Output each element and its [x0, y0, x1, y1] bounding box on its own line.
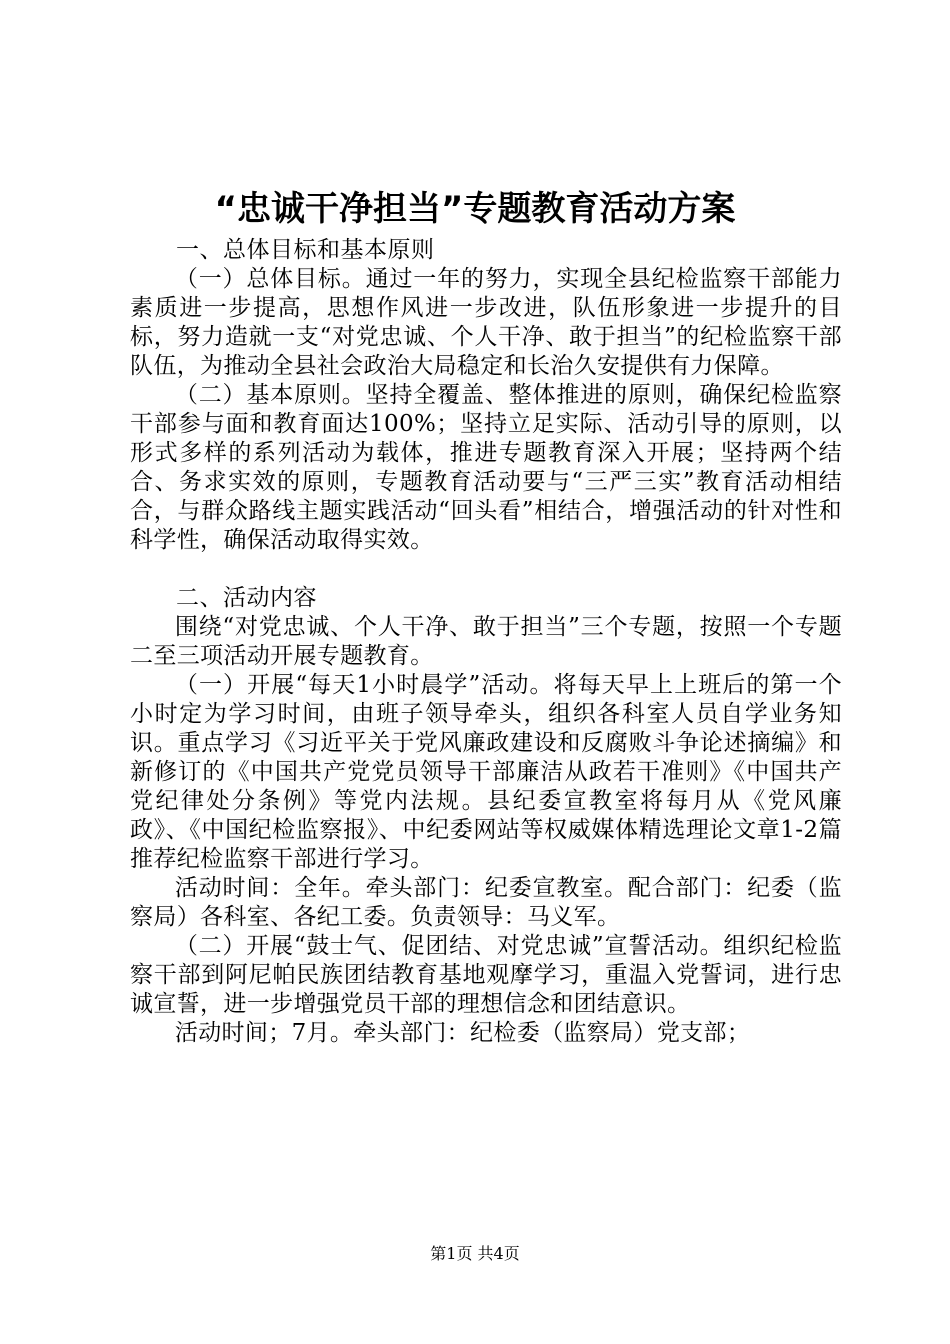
paragraph-oath-schedule: 活动时间；7月。牵头部门：纪检委（监察局）党支部； [174, 1020, 751, 1046]
paragraph-morning-study-schedule: 活动时间：全年。牵头部门：纪委宣教室。配合部门：纪委（监察局）各科室、各纪工委。负责领导：马义军。 [130, 875, 842, 930]
section-heading-1: 一、总体目标和基本原则 [176, 237, 435, 263]
document-body [130, 236, 842, 1048]
page-footer: 第1页 共4页 [430, 1244, 520, 1263]
document-title: “忠诚干净担当”专题教育活动方案 [214, 189, 736, 229]
paragraph-activity-intro: 围绕“对党忠诚、个人干净、敢于担当”三个专题，按照一个专题二至三项活动开展专题教育。 [130, 614, 842, 669]
section-heading-2: 二、活动内容 [176, 585, 317, 611]
paragraph-morning-study: （一）开展“每天1小时晨学”活动。将每天早上上班后的第一个小时定为学习时间，由班子领导牵头，组织各科室人员自学业务知识。重点学习《习近平关于党风廉政建设和反腐败斗争论述摘编》和新修订的《中国共产党党员领导干部廉洁从政若干准则》《中国共产党纪律处分条例》等党内法规。县纪委宣教室将每月从《党风廉政》、《中国纪检监察报》、中纪委网站等权威媒体精选理论文章1-2篇推荐纪检监察干部进行学习。 [130, 672, 842, 872]
paragraph-basic-principles: （二）基本原则。坚持全覆盖、整体推进的原则，确保纪检监察干部参与面和教育面达100%；坚持立足实际、活动引导的原则，以形式多样的系列活动为载体，推进专题教育深入开展；坚持两个结合、务求实效的原则，专题教育活动要与“三严三实”教育活动相结合，与群众路线主题实践活动“回头看”相结合，增强活动的针对性和科学性，确保活动取得实效。 [130, 382, 842, 553]
paragraph-overall-goal: （一）总体目标。通过一年的努力，实现全县纪检监察干部能力素质进一步提高，思想作风进一步改进，队伍形象进一步提升的目标，努力造就一支“对党忠诚、个人干净、敢于担当”的纪检监察干部队伍，为推动全县社会政治大局稳定和长治久安提供有力保障。 [130, 266, 842, 379]
paragraph-oath-activity: （二）开展“鼓士气、促团结、对党忠诚”宣誓活动。组织纪检监察干部到阿尼帕民族团结教育基地观摩学习，重温入党誓词，进行忠诚宣誓，进一步增强党员干部的理想信念和团结意识。 [130, 933, 842, 1017]
paragraph-spacer [130, 555, 842, 584]
